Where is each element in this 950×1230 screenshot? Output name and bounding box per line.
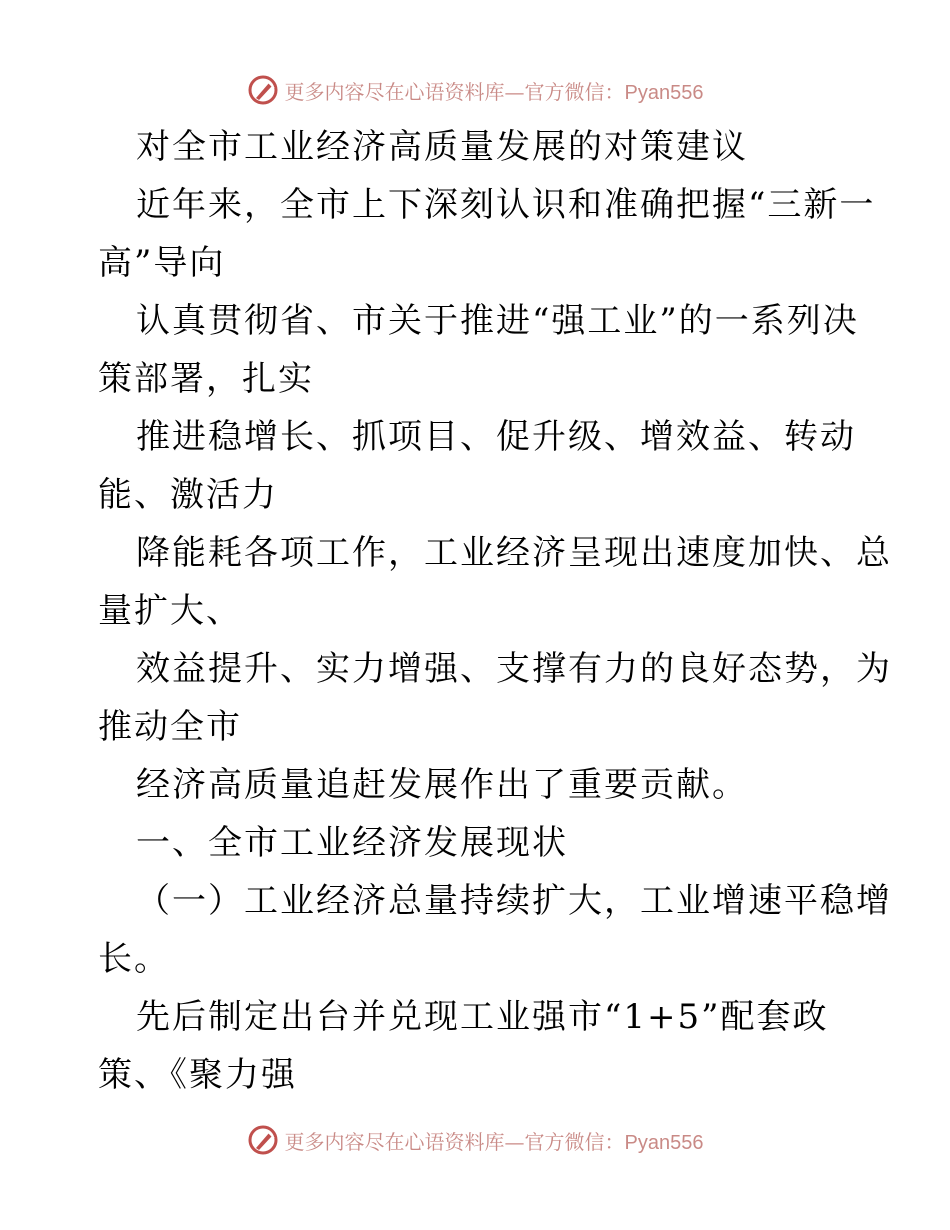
document-line: 推进稳增长、抓项目、促升级、增效益、转动 (136, 417, 856, 457)
document-body (98, 118, 892, 1104)
document-line: 长。 (98, 939, 170, 979)
document-line: 策、《聚力强 (98, 1055, 297, 1095)
document-line: 认真贯彻省、市关于推进“强工业”的一系列决 (136, 301, 859, 341)
document-line: 降能耗各项工作，工业经济呈现出速度加快、总 (136, 533, 892, 573)
footer-watermark (0, 1120, 950, 1160)
watermark-text: 更多内容尽在心语资料库—官方微信：Pyan556 (284, 1129, 704, 1154)
document-line: 推动全市 (98, 707, 242, 747)
watermark-text: 更多内容尽在心语资料库—官方微信：Pyan556 (284, 79, 704, 104)
header-watermark (0, 70, 950, 110)
pen-seal-icon (247, 74, 279, 106)
document-line: 一、全市工业经济发展现状 (136, 823, 568, 863)
document-line: 先后制定出台并兑现工业强市“1+5”配套政 (136, 997, 829, 1037)
document-line: 能、激活力 (98, 475, 278, 515)
document-line: 高”导向 (98, 243, 226, 283)
document-line: 量扩大、 (98, 591, 242, 631)
watermark-group (247, 1124, 704, 1156)
watermark-group (247, 74, 704, 106)
document-line: 近年来，全市上下深刻认识和准确把握“三新一 (136, 185, 876, 225)
document-line: 效益提升、实力增强、支撑有力的良好态势，为 (136, 649, 892, 689)
document-line: 经济高质量追赶发展作出了重要贡献。 (136, 765, 748, 805)
document-line: 策部署，扎实 (98, 359, 314, 399)
pen-seal-icon (247, 1124, 279, 1156)
document-line: （一）工业经济总量持续扩大，工业增速平稳增 (136, 881, 892, 921)
document-line: 对全市工业经济高质量发展的对策建议 (136, 127, 748, 167)
